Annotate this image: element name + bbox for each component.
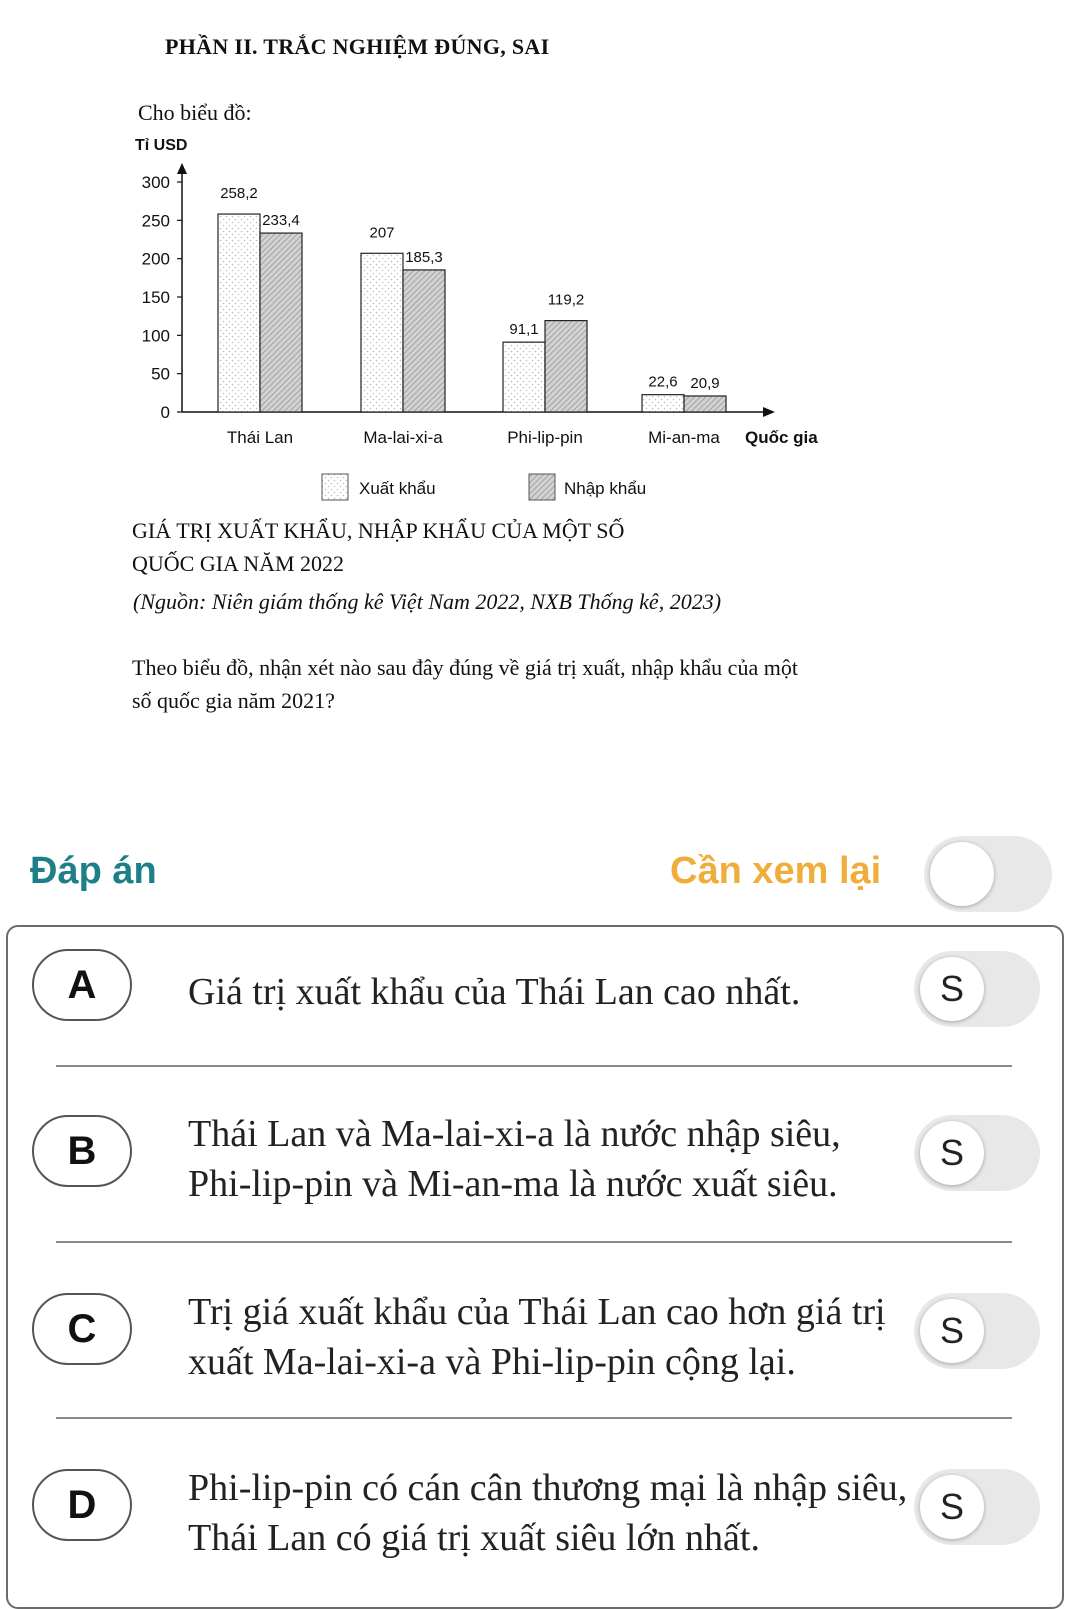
x-axis-arrow	[763, 407, 775, 417]
bar-export	[218, 214, 260, 412]
legend-label-import: Nhập khẩu	[564, 479, 647, 498]
question-text: Theo biểu đồ, nhận xét nào sau đây đúng về giá trị xuất, nhập khẩu của một số quốc gia năm 2021?	[132, 655, 798, 713]
x-axis-title: Quốc gia	[745, 428, 818, 447]
option-a-toggle-knob[interactable]: S	[920, 957, 984, 1021]
bar-import	[545, 321, 587, 412]
bar-import	[684, 396, 726, 412]
option-text-d: Phi-lip-pin có cán cân thương mại là nhập siêu, Thái Lan có giá trị xuất siêu lớn nhất.	[188, 1467, 908, 1559]
y-axis-title: Tỉ USD	[135, 137, 188, 154]
data-label: 91,1	[509, 321, 539, 339]
chart-intro: Cho biểu đồ:	[138, 100, 252, 125]
bar-export	[503, 342, 545, 412]
option-text-c: Trị giá xuất khẩu của Thái Lan cao hơn giá trị xuất Ma-lai-xi-a và Phi-lip-pin cộng lại.	[188, 1291, 886, 1383]
option-text-b: Thái Lan và Ma-lai-xi-a là nước nhập siêu, Phi-lip-pin và Mi-an-ma là nước xuất siêu.	[188, 1113, 841, 1205]
y-axis-arrow	[177, 163, 187, 174]
option-letter-b: B	[32, 1115, 132, 1187]
data-label: 258,2	[220, 185, 258, 203]
option-b-toggle-knob[interactable]: S	[920, 1121, 984, 1185]
data-label: 119,2	[547, 291, 585, 309]
divider	[56, 1241, 1012, 1243]
x-tick-label: Thái Lan	[226, 428, 294, 447]
y-tick-label: 200	[141, 249, 170, 269]
legend-label-export: Xuất khẩu	[359, 479, 436, 498]
option-c-toggle[interactable]	[914, 1293, 1040, 1369]
option-a-toggle[interactable]	[914, 951, 1040, 1027]
option-d-toggle[interactable]	[914, 1469, 1040, 1545]
x-tick-label: Mi-an-ma	[648, 428, 720, 447]
bar-chart	[120, 128, 860, 518]
bar-import	[260, 233, 302, 412]
review-toggle-knob[interactable]	[930, 842, 994, 906]
data-label: 20,9	[690, 374, 720, 392]
option-d-toggle-knob[interactable]: S	[920, 1475, 984, 1539]
bar-export	[361, 253, 403, 412]
data-label: 22,6	[648, 373, 678, 391]
legend-swatch-import	[529, 474, 555, 500]
option-letter-d: D	[32, 1469, 132, 1541]
data-label: 207	[369, 224, 395, 242]
review-label: Cần xem lại	[670, 850, 882, 892]
section-title: PHẦN II. TRẮC NGHIỆM ĐÚNG, SAI	[165, 34, 550, 59]
option-c-toggle-knob[interactable]: S	[920, 1299, 984, 1363]
bar-export	[642, 395, 684, 412]
divider	[56, 1065, 1012, 1067]
y-tick-label: 0	[160, 403, 170, 422]
y-tick-label: 150	[141, 288, 170, 307]
option-letter-c: C	[32, 1293, 132, 1365]
option-text-a: Giá trị xuất khẩu của Thái Lan cao nhất.	[188, 971, 801, 1013]
answer-label: Đáp án	[30, 850, 157, 892]
divider	[56, 1417, 1012, 1419]
x-tick-label: Ma-lai-xi-a	[363, 428, 443, 447]
option-b-toggle[interactable]	[914, 1115, 1040, 1191]
y-tick-label: 50	[151, 364, 170, 384]
bar-import	[403, 270, 445, 412]
y-tick-label: 100	[141, 326, 170, 346]
x-tick-label: Phi-lip-pin	[507, 428, 583, 447]
option-letter-a: A	[32, 949, 132, 1021]
review-toggle[interactable]	[924, 836, 1052, 912]
options-card	[6, 925, 1064, 1609]
y-tick-label: 300	[141, 173, 170, 192]
chart-caption-line-2: QUỐC GIA NĂM 2022	[132, 551, 345, 576]
y-tick-label: 250	[141, 211, 170, 231]
legend-swatch-export	[322, 474, 348, 500]
data-label: 233,4	[262, 212, 300, 230]
chart-source: (Nguồn: Niên giám thống kê Việt Nam 2022, NXB Thống kê, 2023)	[133, 589, 722, 614]
data-label: 185,3	[405, 248, 443, 266]
chart-caption-line-1: GIÁ TRỊ XUẤT KHẨU, NHẬP KHẨU CỦA MỘT SỐ	[132, 518, 625, 543]
